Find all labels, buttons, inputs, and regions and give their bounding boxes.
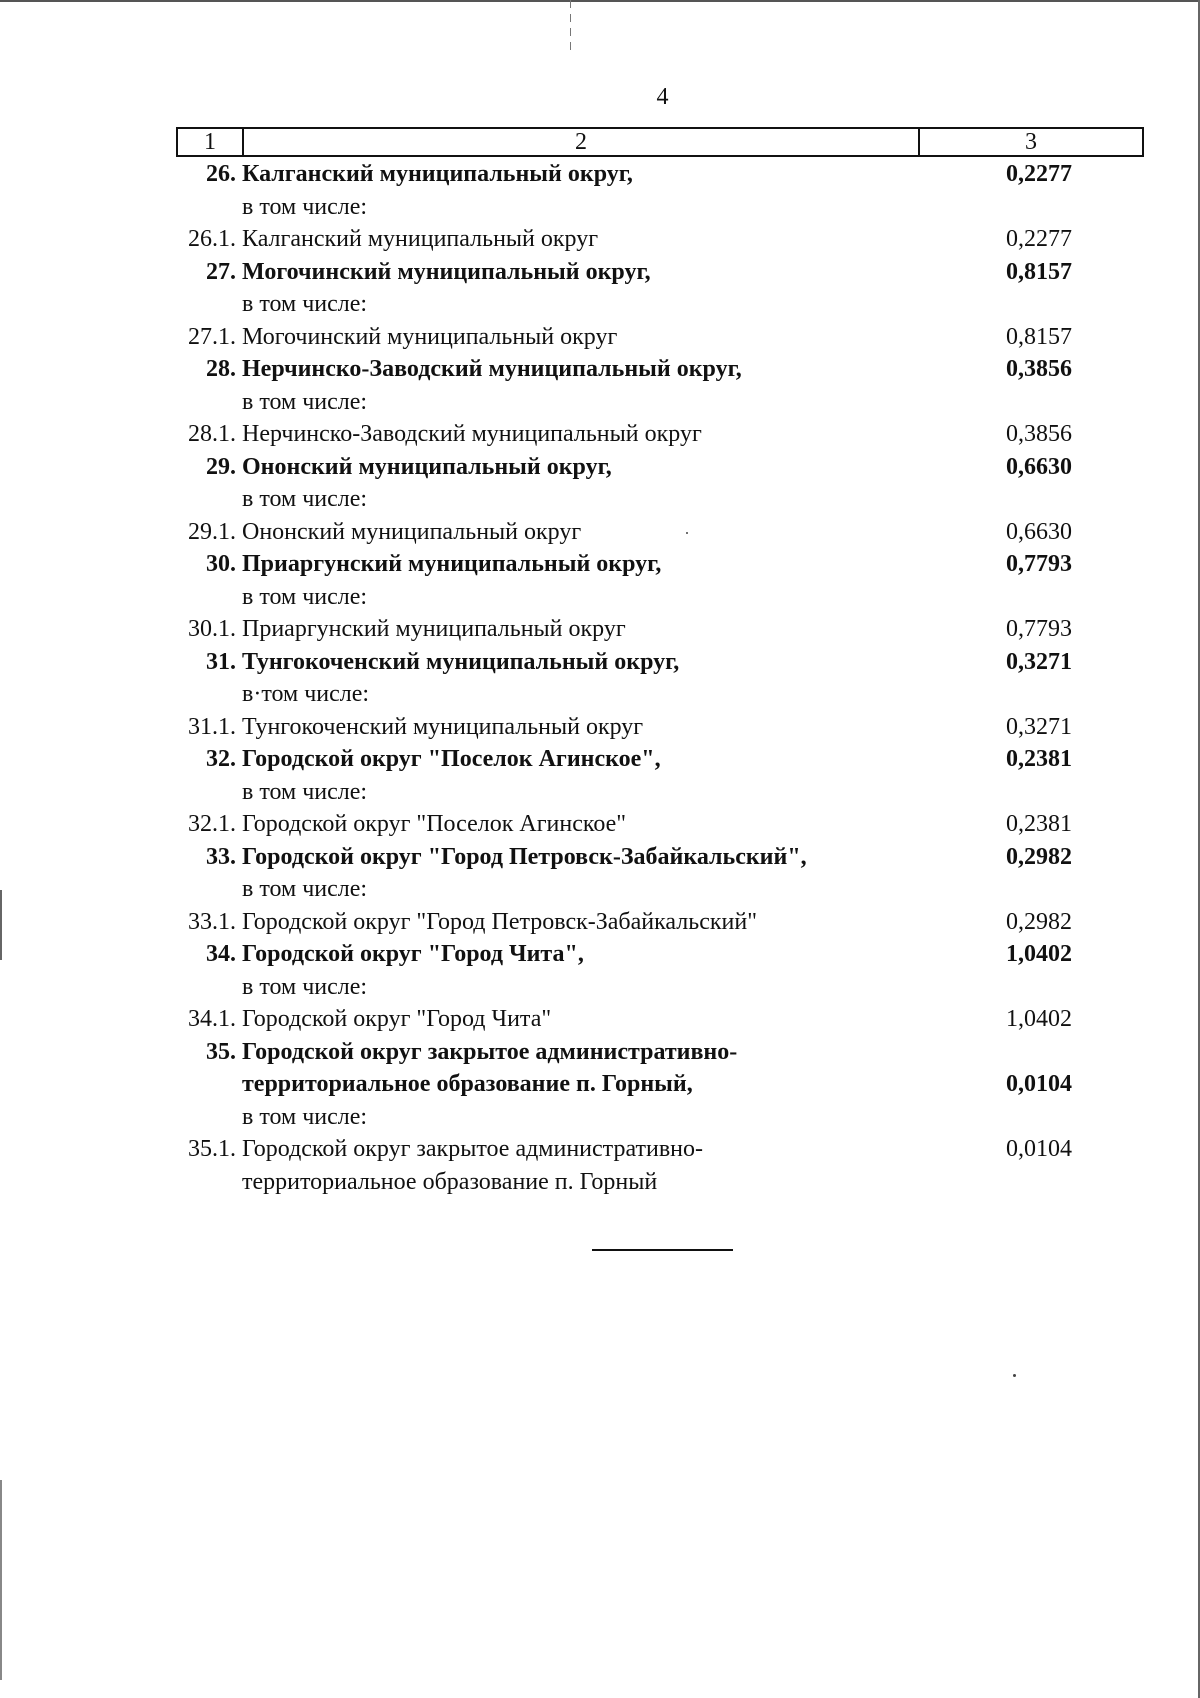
row-name <box>242 321 962 354</box>
row-name <box>242 906 962 939</box>
end-rule <box>592 1249 733 1251</box>
row-name-text: Городской округ "Поселок Агинское" <box>242 811 627 837</box>
row-number: 32. <box>206 746 236 772</box>
row-name-text: Городской округ "Поселок Агинское", <box>242 746 661 772</box>
row-name <box>242 938 962 1003</box>
row-name-text: Городской округ "Город Чита" <box>242 1006 552 1032</box>
row-value: 0,2277 <box>1006 226 1072 252</box>
table-row <box>176 613 1144 646</box>
row-name-text: Городской округ "Город Петровск-Забайкальский" <box>242 908 758 935</box>
row-number: 28.1. <box>188 421 236 447</box>
row-number: 26. <box>206 161 236 187</box>
row-name <box>242 646 962 711</box>
row-number: 34. <box>206 941 236 967</box>
row-name <box>242 711 962 744</box>
row-number: 26.1. <box>188 226 236 252</box>
table-row <box>176 353 1144 418</box>
table-row <box>176 321 1144 354</box>
row-subtitle: в том числе: <box>242 1103 368 1130</box>
table-row <box>176 418 1144 451</box>
row-value: 0,7793 <box>1006 551 1072 577</box>
row-number: 30.1. <box>188 616 236 642</box>
table-row <box>176 1003 1144 1036</box>
row-subtitle: в том числе: <box>242 388 368 415</box>
table-row <box>176 743 1144 808</box>
row-name-text: Нерчинско-Заводский муниципальный округ, <box>242 356 742 382</box>
row-value: 0,0104 <box>1006 1136 1072 1162</box>
table-row <box>176 223 1144 256</box>
table-row <box>176 256 1144 321</box>
row-value: 1,0402 <box>1006 941 1072 967</box>
row-number: 27.1. <box>188 323 236 350</box>
row-number: 27. <box>206 258 236 285</box>
table-row <box>176 841 1144 906</box>
row-name <box>242 1003 962 1036</box>
row-number: 33. <box>206 843 236 870</box>
row-name <box>242 743 962 808</box>
row-name-text: Могочинский муниципальный округ <box>242 323 618 350</box>
row-value: 0,8157 <box>1006 323 1072 350</box>
table-row <box>176 906 1144 939</box>
table-row-35 <box>176 1036 1144 1134</box>
row-name <box>242 1036 962 1134</box>
row-subtitle: в том числе: <box>242 973 368 1000</box>
row-value: 0,2381 <box>1006 746 1072 772</box>
row-name-text: Приаргунский муниципальный округ, <box>242 551 662 577</box>
row-number: 32.1. <box>188 811 236 837</box>
row-number: 34.1. <box>188 1006 236 1032</box>
row-subtitle: в·том числе: <box>242 681 370 707</box>
row-name-text: Калганский муниципальный округ <box>242 226 599 252</box>
row-subtitle: в том числе: <box>242 778 368 805</box>
row-number: 35. <box>206 1038 236 1065</box>
table-row <box>176 158 1144 223</box>
row-value: 0,3271 <box>1006 648 1072 675</box>
table-row <box>176 451 1144 516</box>
table-body <box>176 158 1144 1198</box>
row-name <box>242 1133 962 1198</box>
row-subtitle: в том числе: <box>242 583 368 610</box>
row-name <box>242 841 962 906</box>
row-value: 0,0104 <box>1006 1071 1072 1097</box>
table-row <box>176 516 1144 549</box>
row-value: 0,3271 <box>1006 713 1072 740</box>
row-number: 31.1. <box>188 713 236 740</box>
row-name-text: Ононский муниципальный округ, <box>242 453 612 480</box>
row-subtitle: в том числе: <box>242 486 368 512</box>
row-name <box>242 223 962 256</box>
row-name-text: Калганский муниципальный округ, <box>242 161 633 187</box>
row-name <box>242 548 962 613</box>
page-number: 4 <box>656 84 669 110</box>
table-row-35-1 <box>176 1133 1144 1198</box>
row-name-text: Могочинский муниципальный округ, <box>242 258 651 285</box>
row-name <box>242 613 962 646</box>
row-number: 29.1. <box>188 518 236 545</box>
row-value: 0,2982 <box>1006 908 1072 935</box>
row-name <box>242 516 962 549</box>
row-name-text: Тунгокоченский муниципальный округ, <box>242 648 680 675</box>
table-row <box>176 548 1144 613</box>
row-value: 0,3856 <box>1006 421 1072 447</box>
row-name-line-1: Городской округ закрытое административно- <box>242 1038 738 1065</box>
row-name <box>242 353 962 418</box>
row-subtitle: в том числе: <box>242 876 368 902</box>
row-name <box>242 808 962 841</box>
row-value: 0,6630 <box>1006 453 1072 480</box>
row-name <box>242 418 962 451</box>
row-number: 35.1. <box>188 1136 236 1162</box>
header-col-3: 3 <box>1025 129 1037 155</box>
row-name-text: Городской округ "Город Петровск-Забайкальский", <box>242 843 807 870</box>
row-name <box>242 451 962 516</box>
row-value: 0,8157 <box>1006 258 1072 285</box>
row-name-text: Тунгокоченский муниципальный округ <box>242 713 644 740</box>
row-name-text: Нерчинско-Заводский муниципальный округ <box>242 421 702 447</box>
row-name <box>242 256 962 321</box>
row-name-line-2: территориальное образование п. Горный <box>242 1168 658 1195</box>
scan-edge-left <box>0 1480 2 1680</box>
row-value: 0,3856 <box>1006 356 1072 382</box>
row-value: 0,2982 <box>1006 843 1072 870</box>
scan-fold-mark <box>570 0 571 55</box>
table-row <box>176 938 1144 1003</box>
row-name-line-2: территориальное образование п. Горный, <box>242 1071 693 1097</box>
scan-edge-top <box>0 0 1200 2</box>
row-value: 0,2277 <box>1006 161 1072 187</box>
row-value: 0,7793 <box>1006 616 1072 642</box>
row-number: 33.1. <box>188 908 236 935</box>
row-value: 0,2381 <box>1006 811 1072 837</box>
row-subtitle: в том числе: <box>242 291 368 317</box>
header-col-1: 1 <box>178 129 244 155</box>
table-row <box>176 808 1144 841</box>
header-col-2: 2 <box>244 129 920 155</box>
table-header <box>176 127 1144 157</box>
row-number: 31. <box>206 648 236 675</box>
row-name-text: Приаргунский муниципальный округ <box>242 616 626 642</box>
row-name <box>242 158 962 223</box>
row-value: 1,0402 <box>1006 1006 1072 1032</box>
scan-speck <box>1013 1374 1016 1377</box>
scan-edge-left <box>0 890 2 960</box>
table-row <box>176 711 1144 744</box>
row-name-text: Городской округ "Город Чита", <box>242 941 584 967</box>
row-name-line-1: Городской округ закрытое административно- <box>242 1136 703 1162</box>
row-subtitle: в том числе: <box>242 193 368 220</box>
row-number: 28. <box>206 356 236 382</box>
table-row <box>176 646 1144 711</box>
row-number: 30. <box>206 551 236 577</box>
row-value: 0,6630 <box>1006 518 1072 545</box>
row-name-text: Ононский муниципальный округ <box>242 518 582 545</box>
row-number: 29. <box>206 453 236 480</box>
